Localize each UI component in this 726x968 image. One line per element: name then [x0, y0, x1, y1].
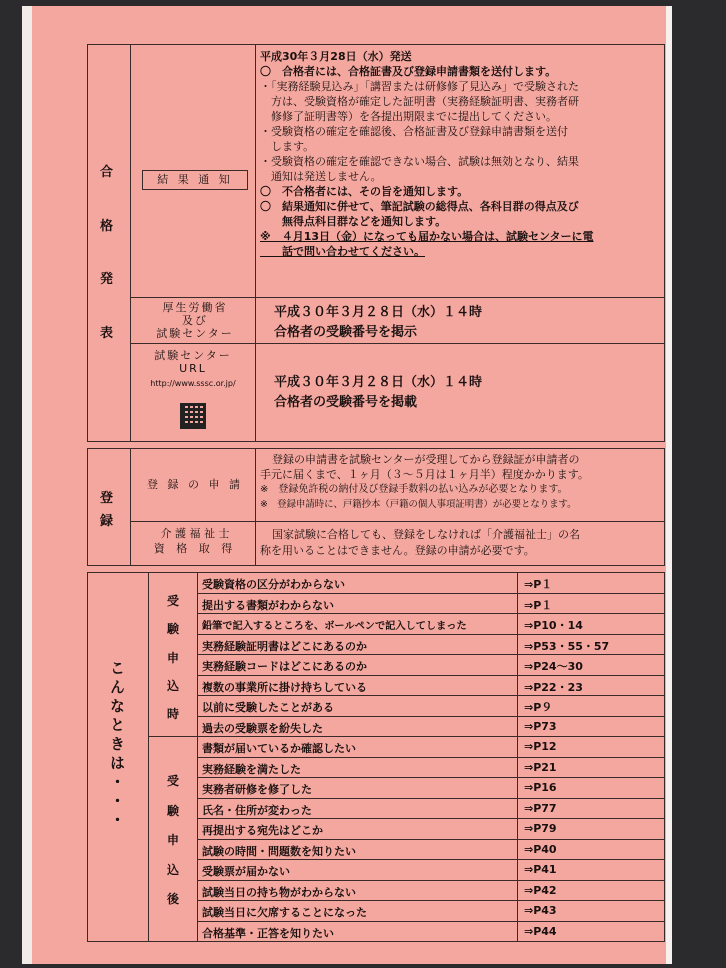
faq-question: 実務経験証明書はどこにあるのか — [202, 639, 367, 653]
faq-page-ref: ⇒P73 — [524, 719, 557, 733]
faq-row — [197, 675, 665, 697]
faq-row — [197, 757, 665, 779]
shinsei-content: 登録の申請書を試験センターが受理してから登録証が申請者の 手元に届くまで、１ヶ月（３～５月は１ヶ月半）程度かかります。 ※ 登録免許税の納付及び登録手数料の払い込みが必要となります。 ※ 登録申請時に、戸籍抄本（戸籍の個人事項証明書）が必要となります。 — [260, 453, 589, 510]
mhlw-label: 厚生労働省 及び 試験センター — [156, 301, 234, 340]
faq-question: 再提出する宛先はどこか — [202, 824, 323, 838]
shinsei-label: 登 録 の 申 請 — [147, 478, 243, 491]
faq-row — [197, 777, 665, 799]
gokaku-section-label: 合 格 発 表 — [100, 165, 114, 341]
shikaku-content: 国家試験に合格しても、登録をしなければ「介護福祉士」の名 称を用いることはできません。登録の申請が必要です。 — [260, 528, 580, 557]
faq-question: 合格基準・正答を知りたい — [202, 926, 334, 940]
faq-question: 試験当日に欠席することになった — [202, 906, 367, 920]
faq-row — [197, 654, 665, 676]
konna-table — [87, 572, 665, 942]
faq-row — [197, 880, 665, 902]
faq-page-ref: ⇒P16 — [524, 781, 557, 795]
faq-row — [197, 839, 665, 861]
shikaku-label: 介 護 福 祉 士 資 格 取 得 — [153, 527, 237, 555]
paper-sheet — [22, 6, 672, 964]
touroku-table — [87, 448, 665, 566]
faq-question: 試験の時間・問題数を知りたい — [202, 844, 356, 858]
faq-question: 過去の受験票を紛失した — [202, 721, 323, 735]
faq-page-ref: ⇒P10・14 — [524, 619, 583, 633]
faq-page-ref: ⇒P１ — [524, 578, 553, 592]
faq-page-ref: ⇒P77 — [524, 801, 557, 815]
faq-question: 受験票が届かない — [202, 865, 290, 879]
faq-question: 受験資格の区分がわからない — [202, 578, 345, 592]
faq-page-ref: ⇒P１ — [524, 598, 553, 612]
faq-row — [197, 921, 665, 943]
faq-page-ref: ⇒P９ — [524, 701, 553, 715]
faq-row — [197, 736, 665, 758]
faq-question: 以前に受験したことがある — [202, 701, 334, 715]
faq-page-ref: ⇒P42 — [524, 883, 557, 897]
faq-page-ref: ⇒P41 — [524, 863, 557, 877]
faq-question: 実務経験コードはどこにあるのか — [202, 660, 367, 674]
faq-row — [197, 900, 665, 922]
faq-row — [197, 613, 665, 635]
url-link[interactable]: http://www.sssc.or.jp/ — [150, 379, 236, 388]
faq-page-ref: ⇒P12 — [524, 740, 557, 754]
faq-question: 実務経験を満たした — [202, 762, 301, 776]
konna-section-label: こんなときは・・・ — [108, 660, 126, 831]
faq-question: 氏名・住所が変わった — [202, 803, 312, 817]
faq-question: 試験当日の持ち物がわからない — [202, 885, 356, 899]
mae-label: 受 験 申 込 時 — [167, 594, 180, 721]
faq-row — [197, 634, 665, 656]
faq-row — [197, 695, 665, 717]
faq-page-ref: ⇒P43 — [524, 904, 557, 918]
faq-page-ref: ⇒P24～30 — [524, 660, 583, 674]
faq-row — [197, 859, 665, 881]
faq-page-ref: ⇒P79 — [524, 822, 557, 836]
url-label: 試験センター URL http://www.sssc.or.jp/ — [134, 349, 252, 390]
mhlw-content: 平成３０年３月２８日（水）１４時 合格者の受験番号を掲示 — [274, 305, 483, 340]
faq-page-ref: ⇒P40 — [524, 842, 557, 856]
faq-row — [197, 572, 665, 594]
paper-edge — [22, 6, 32, 964]
faq-row — [197, 593, 665, 615]
faq-question: 書類が届いているか確認したい — [202, 742, 356, 756]
touroku-section-label: 登 録 — [100, 491, 114, 529]
faq-row — [197, 818, 665, 840]
gokaku-table — [87, 44, 665, 442]
faq-page-ref: ⇒P21 — [524, 760, 557, 774]
kekka-content: 平成30年３月28日（水）発送 〇 合格者には、合格証書及び登録申請書類を送付します。 ・「実務経験見込み」「講習または研修修了見込み」で受験された 方は、受験資格が確定した証明書（実務経験証明書、実務者研 修修了証明書等）を各提出期限までに提出してください。 ・受験資格の確定を確認後、合格証書及び登録申請書類を送付 します。 ・受験資格の確定を確認できない場合、試験は無効となり、結果 通知は発送しません。 〇 不合格者には、その旨を通知します。 〇 結果通知に併せて、筆記試験の総得点、各科目群の得点及び 無得点科目群などを通知します。 ※ ４月13日（金）になっても届かない場合は、試験センターに電 話で問い合わせてください。 — [260, 50, 594, 258]
qr-code — [180, 403, 206, 429]
faq-page-ref: ⇒P53・55・57 — [524, 639, 610, 653]
faq-row — [197, 716, 665, 738]
faq-question: 提出する書類がわからない — [202, 598, 334, 612]
faq-row — [197, 798, 665, 820]
faq-page-ref: ⇒P22・23 — [524, 680, 583, 694]
url-content: 平成３０年３月２８日（水）１４時 合格者の受験番号を掲載 — [274, 375, 483, 410]
faq-question: 鉛筆で記入するところを、ボールペンで記入してしまった — [202, 621, 467, 633]
faq-question: 実務者研修を修了した — [202, 783, 312, 797]
kekka-label-box: 結 果 通 知 — [142, 170, 248, 190]
faq-question: 複数の事業所に掛け持ちしている — [202, 680, 367, 694]
ato-label: 受 験 申 込 後 — [167, 774, 180, 906]
faq-page-ref: ⇒P44 — [524, 924, 557, 938]
